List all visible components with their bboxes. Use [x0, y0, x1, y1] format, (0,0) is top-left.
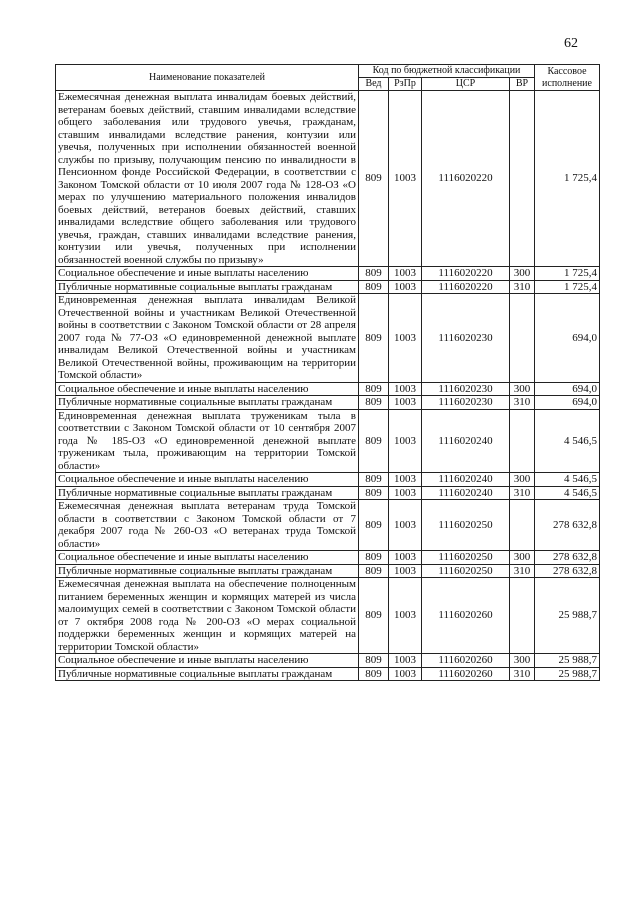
- table-row: [56, 500, 600, 551]
- header-rzpr: РзПр: [389, 78, 422, 91]
- row-rzpr: 1003: [389, 551, 422, 565]
- row-csr: 1116020240: [422, 486, 510, 500]
- row-csr: 1116020230: [422, 396, 510, 410]
- row-sum: 4 546,5: [535, 486, 600, 500]
- row-csr: 1116020220: [422, 91, 510, 267]
- row-csr: 1116020250: [422, 564, 510, 578]
- row-name: Социальное обеспечение и иные выплаты населению: [56, 551, 359, 565]
- row-rzpr: 1003: [389, 500, 422, 551]
- row-vr: 310: [510, 396, 535, 410]
- row-csr: 1116020250: [422, 500, 510, 551]
- table-row: [56, 396, 600, 410]
- row-csr: 1116020220: [422, 280, 510, 294]
- row-name: Социальное обеспечение и иные выплаты населению: [56, 267, 359, 281]
- row-rzpr: 1003: [389, 91, 422, 267]
- row-vr: 310: [510, 564, 535, 578]
- row-rzpr: 1003: [389, 267, 422, 281]
- row-vr: [510, 91, 535, 267]
- row-vr: [510, 578, 535, 654]
- table-row: [56, 654, 600, 668]
- row-name: Ежемесячная денежная выплата инвалидам боевых действий, ветеранам боевых действий, ставшим инвалидами вследствие общего заболевания или трудового увечья, гражданам, ставшим инвалидами вследствие ранения, контузии или увечья, полученных при исполнении обязанностей военной службы по призыву, получающим пенсию по инвалидности в Пенсионном фонде Российской Федерации, в соответствии с Законом Томской области от 10 июля 2007 года № 128-ОЗ «О мерах по улучшению материального положения инвалидов боевых действий, ветеранов боевых действий, ставших инвалидами вследствие общего заболевания или трудового увечья, граждан, ставших инвалидами вследствие ранения, контузии или увечья, полученных при исполнении обязанностей военной службы по призыву»: [56, 91, 359, 267]
- header-csr: ЦСР: [422, 78, 510, 91]
- row-rzpr: 1003: [389, 382, 422, 396]
- row-csr: 1116020230: [422, 294, 510, 383]
- row-name: Публичные нормативные социальные выплаты гражданам: [56, 667, 359, 681]
- row-name: Ежемесячная денежная выплата ветеранам труда Томской области в соответствии с Законом Томской области от 7 декабря 2007 года № 260-ОЗ «О ветеранах труда Томской области»: [56, 500, 359, 551]
- row-sum: 1 725,4: [535, 267, 600, 281]
- row-vr: [510, 500, 535, 551]
- row-ved: 809: [359, 564, 389, 578]
- table-row: [56, 91, 600, 267]
- row-name: Единовременная денежная выплата труженикам тыла в соответствии с Законом Томской области от 10 сентября 2007 года № 185-ОЗ «О единовременной денежной выплате труженикам тыла, проживающим на территории Томской области»: [56, 409, 359, 473]
- header-cash-execution: Кассовое исполнение: [535, 65, 600, 91]
- row-vr: 310: [510, 486, 535, 500]
- table-row: [56, 564, 600, 578]
- table-row: [56, 486, 600, 500]
- row-sum: 278 632,8: [535, 564, 600, 578]
- row-sum: 694,0: [535, 396, 600, 410]
- table-body: [56, 91, 600, 681]
- row-ved: 809: [359, 280, 389, 294]
- header-name: Наименование показателей: [56, 65, 359, 91]
- row-name: Социальное обеспечение и иные выплаты населению: [56, 473, 359, 487]
- row-ved: 809: [359, 667, 389, 681]
- row-vr: 300: [510, 551, 535, 565]
- row-sum: 4 546,5: [535, 409, 600, 473]
- row-ved: 809: [359, 91, 389, 267]
- row-sum: 694,0: [535, 382, 600, 396]
- row-rzpr: 1003: [389, 409, 422, 473]
- row-name: Ежемесячная денежная выплата на обеспечение полноценным питанием беременных женщин и кормящих матерей из числа малоимущих семей в соответствии с Законом Томской области от 7 октября 2008 года № 200-ОЗ «О мерах социальной поддержки беременных женщин и кормящих матерей на территории Томской области»: [56, 578, 359, 654]
- page-number: 62: [564, 36, 578, 51]
- row-ved: 809: [359, 473, 389, 487]
- row-csr: 1116020260: [422, 654, 510, 668]
- header-vr: ВР: [510, 78, 535, 91]
- header-code-group: Код по бюджетной классификации: [359, 65, 535, 78]
- row-csr: 1116020260: [422, 667, 510, 681]
- row-sum: 25 988,7: [535, 654, 600, 668]
- row-csr: 1116020220: [422, 267, 510, 281]
- row-sum: 4 546,5: [535, 473, 600, 487]
- row-rzpr: 1003: [389, 564, 422, 578]
- row-vr: [510, 409, 535, 473]
- table-row: [56, 382, 600, 396]
- table-row: [56, 667, 600, 681]
- table-row: [56, 409, 600, 473]
- row-vr: [510, 294, 535, 383]
- row-vr: 300: [510, 267, 535, 281]
- row-name: Публичные нормативные социальные выплаты гражданам: [56, 486, 359, 500]
- table-row: [56, 578, 600, 654]
- row-rzpr: 1003: [389, 280, 422, 294]
- row-name: Единовременная денежная выплата инвалидам Великой Отечественной войны и участникам Великой Отечественной войны в соответствии с Законом Томской области от 28 апреля 2007 года № 77-ОЗ «О единовременной денежной выплате инвалидам Великой Отечественной войны и участникам Великой Отечественной войны, проживающим на территории Томской области»: [56, 294, 359, 383]
- row-csr: 1116020260: [422, 578, 510, 654]
- row-sum: 694,0: [535, 294, 600, 383]
- table-row: [56, 294, 600, 383]
- row-sum: 1 725,4: [535, 91, 600, 267]
- row-vr: 300: [510, 654, 535, 668]
- row-ved: 809: [359, 382, 389, 396]
- row-sum: 1 725,4: [535, 280, 600, 294]
- row-ved: 809: [359, 654, 389, 668]
- row-csr: 1116020230: [422, 382, 510, 396]
- row-sum: 25 988,7: [535, 667, 600, 681]
- row-csr: 1116020240: [422, 473, 510, 487]
- table-row: [56, 551, 600, 565]
- row-ved: 809: [359, 551, 389, 565]
- row-vr: 300: [510, 382, 535, 396]
- budget-table: [55, 64, 600, 681]
- row-vr: 310: [510, 280, 535, 294]
- row-rzpr: 1003: [389, 654, 422, 668]
- row-rzpr: 1003: [389, 294, 422, 383]
- row-ved: 809: [359, 409, 389, 473]
- row-sum: 278 632,8: [535, 551, 600, 565]
- row-name: Социальное обеспечение и иные выплаты населению: [56, 654, 359, 668]
- row-ved: 809: [359, 294, 389, 383]
- row-name: Публичные нормативные социальные выплаты гражданам: [56, 280, 359, 294]
- row-name: Публичные нормативные социальные выплаты гражданам: [56, 564, 359, 578]
- row-ved: 809: [359, 578, 389, 654]
- table-row: [56, 280, 600, 294]
- row-rzpr: 1003: [389, 486, 422, 500]
- row-ved: 809: [359, 396, 389, 410]
- row-ved: 809: [359, 486, 389, 500]
- row-vr: 300: [510, 473, 535, 487]
- row-csr: 1116020250: [422, 551, 510, 565]
- row-rzpr: 1003: [389, 396, 422, 410]
- row-rzpr: 1003: [389, 667, 422, 681]
- row-name: Социальное обеспечение и иные выплаты населению: [56, 382, 359, 396]
- row-rzpr: 1003: [389, 473, 422, 487]
- row-sum: 278 632,8: [535, 500, 600, 551]
- header-ved: Вед: [359, 78, 389, 91]
- row-vr: 310: [510, 667, 535, 681]
- row-rzpr: 1003: [389, 578, 422, 654]
- table-row: [56, 473, 600, 487]
- row-ved: 809: [359, 500, 389, 551]
- row-sum: 25 988,7: [535, 578, 600, 654]
- row-csr: 1116020240: [422, 409, 510, 473]
- row-name: Публичные нормативные социальные выплаты гражданам: [56, 396, 359, 410]
- table-row: [56, 267, 600, 281]
- row-ved: 809: [359, 267, 389, 281]
